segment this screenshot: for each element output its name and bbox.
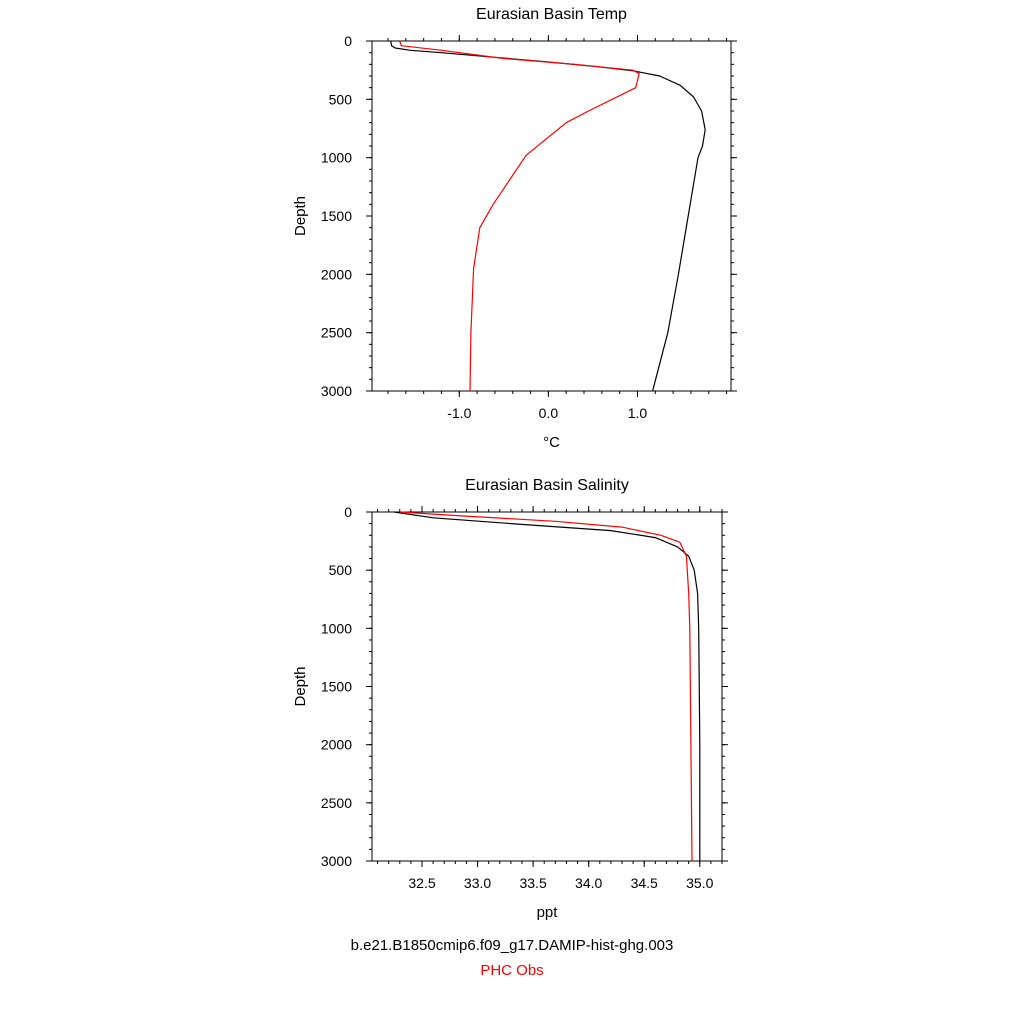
y-axis-label: Depth bbox=[292, 195, 309, 237]
y-tick-label: 1500 bbox=[320, 678, 352, 695]
y-tick-label: 500 bbox=[328, 562, 352, 579]
series-line-model bbox=[394, 512, 700, 861]
x-tick-label: 34.5 bbox=[630, 875, 658, 891]
y-tick-label: 1000 bbox=[320, 149, 352, 166]
chart-title: Eurasian Basin Temp bbox=[476, 6, 627, 23]
x-tick-label: 32.5 bbox=[408, 875, 436, 891]
y-tick-label: 500 bbox=[328, 91, 352, 108]
series-line-obs bbox=[400, 41, 640, 391]
y-tick-label: 2500 bbox=[320, 794, 352, 811]
series-line-obs bbox=[400, 512, 692, 861]
legend-observations: PHC Obs bbox=[480, 962, 544, 979]
x-tick-label: 0.0 bbox=[538, 405, 559, 421]
x-tick-label: 34.0 bbox=[575, 875, 603, 891]
chart-2 bbox=[292, 477, 728, 921]
x-tick-label: 1.0 bbox=[627, 405, 648, 421]
y-axis-label: Depth bbox=[292, 666, 309, 707]
y-tick-label: 0 bbox=[344, 33, 352, 49]
x-axis-label: °C bbox=[543, 434, 560, 451]
y-tick-label: 1000 bbox=[320, 620, 352, 637]
x-tick-label: 33.5 bbox=[519, 875, 547, 891]
y-tick-label: 0 bbox=[344, 504, 352, 520]
y-tick-label: 2000 bbox=[320, 266, 352, 283]
y-tick-label: 1500 bbox=[320, 208, 352, 224]
y-tick-label: 3000 bbox=[320, 853, 352, 869]
y-tick-label: 3000 bbox=[320, 383, 352, 399]
legend-model-run: b.e21.B1850cmip6.f09_g17.DAMIP-hist-ghg.003 bbox=[350, 937, 674, 954]
x-tick-label: 35.0 bbox=[686, 875, 714, 891]
x-tick-label: 33.0 bbox=[463, 875, 492, 891]
series-line-model bbox=[391, 41, 706, 391]
y-tick-label: 2000 bbox=[320, 736, 352, 753]
chart-title: Eurasian Basin Salinity bbox=[465, 477, 629, 494]
x-tick-label: -1.0 bbox=[447, 405, 472, 421]
x-axis-label: ppt bbox=[536, 904, 558, 921]
chart-1 bbox=[292, 6, 737, 451]
plot-frame bbox=[372, 41, 731, 391]
y-tick-label: 2500 bbox=[320, 324, 352, 341]
plot-frame bbox=[372, 512, 722, 861]
